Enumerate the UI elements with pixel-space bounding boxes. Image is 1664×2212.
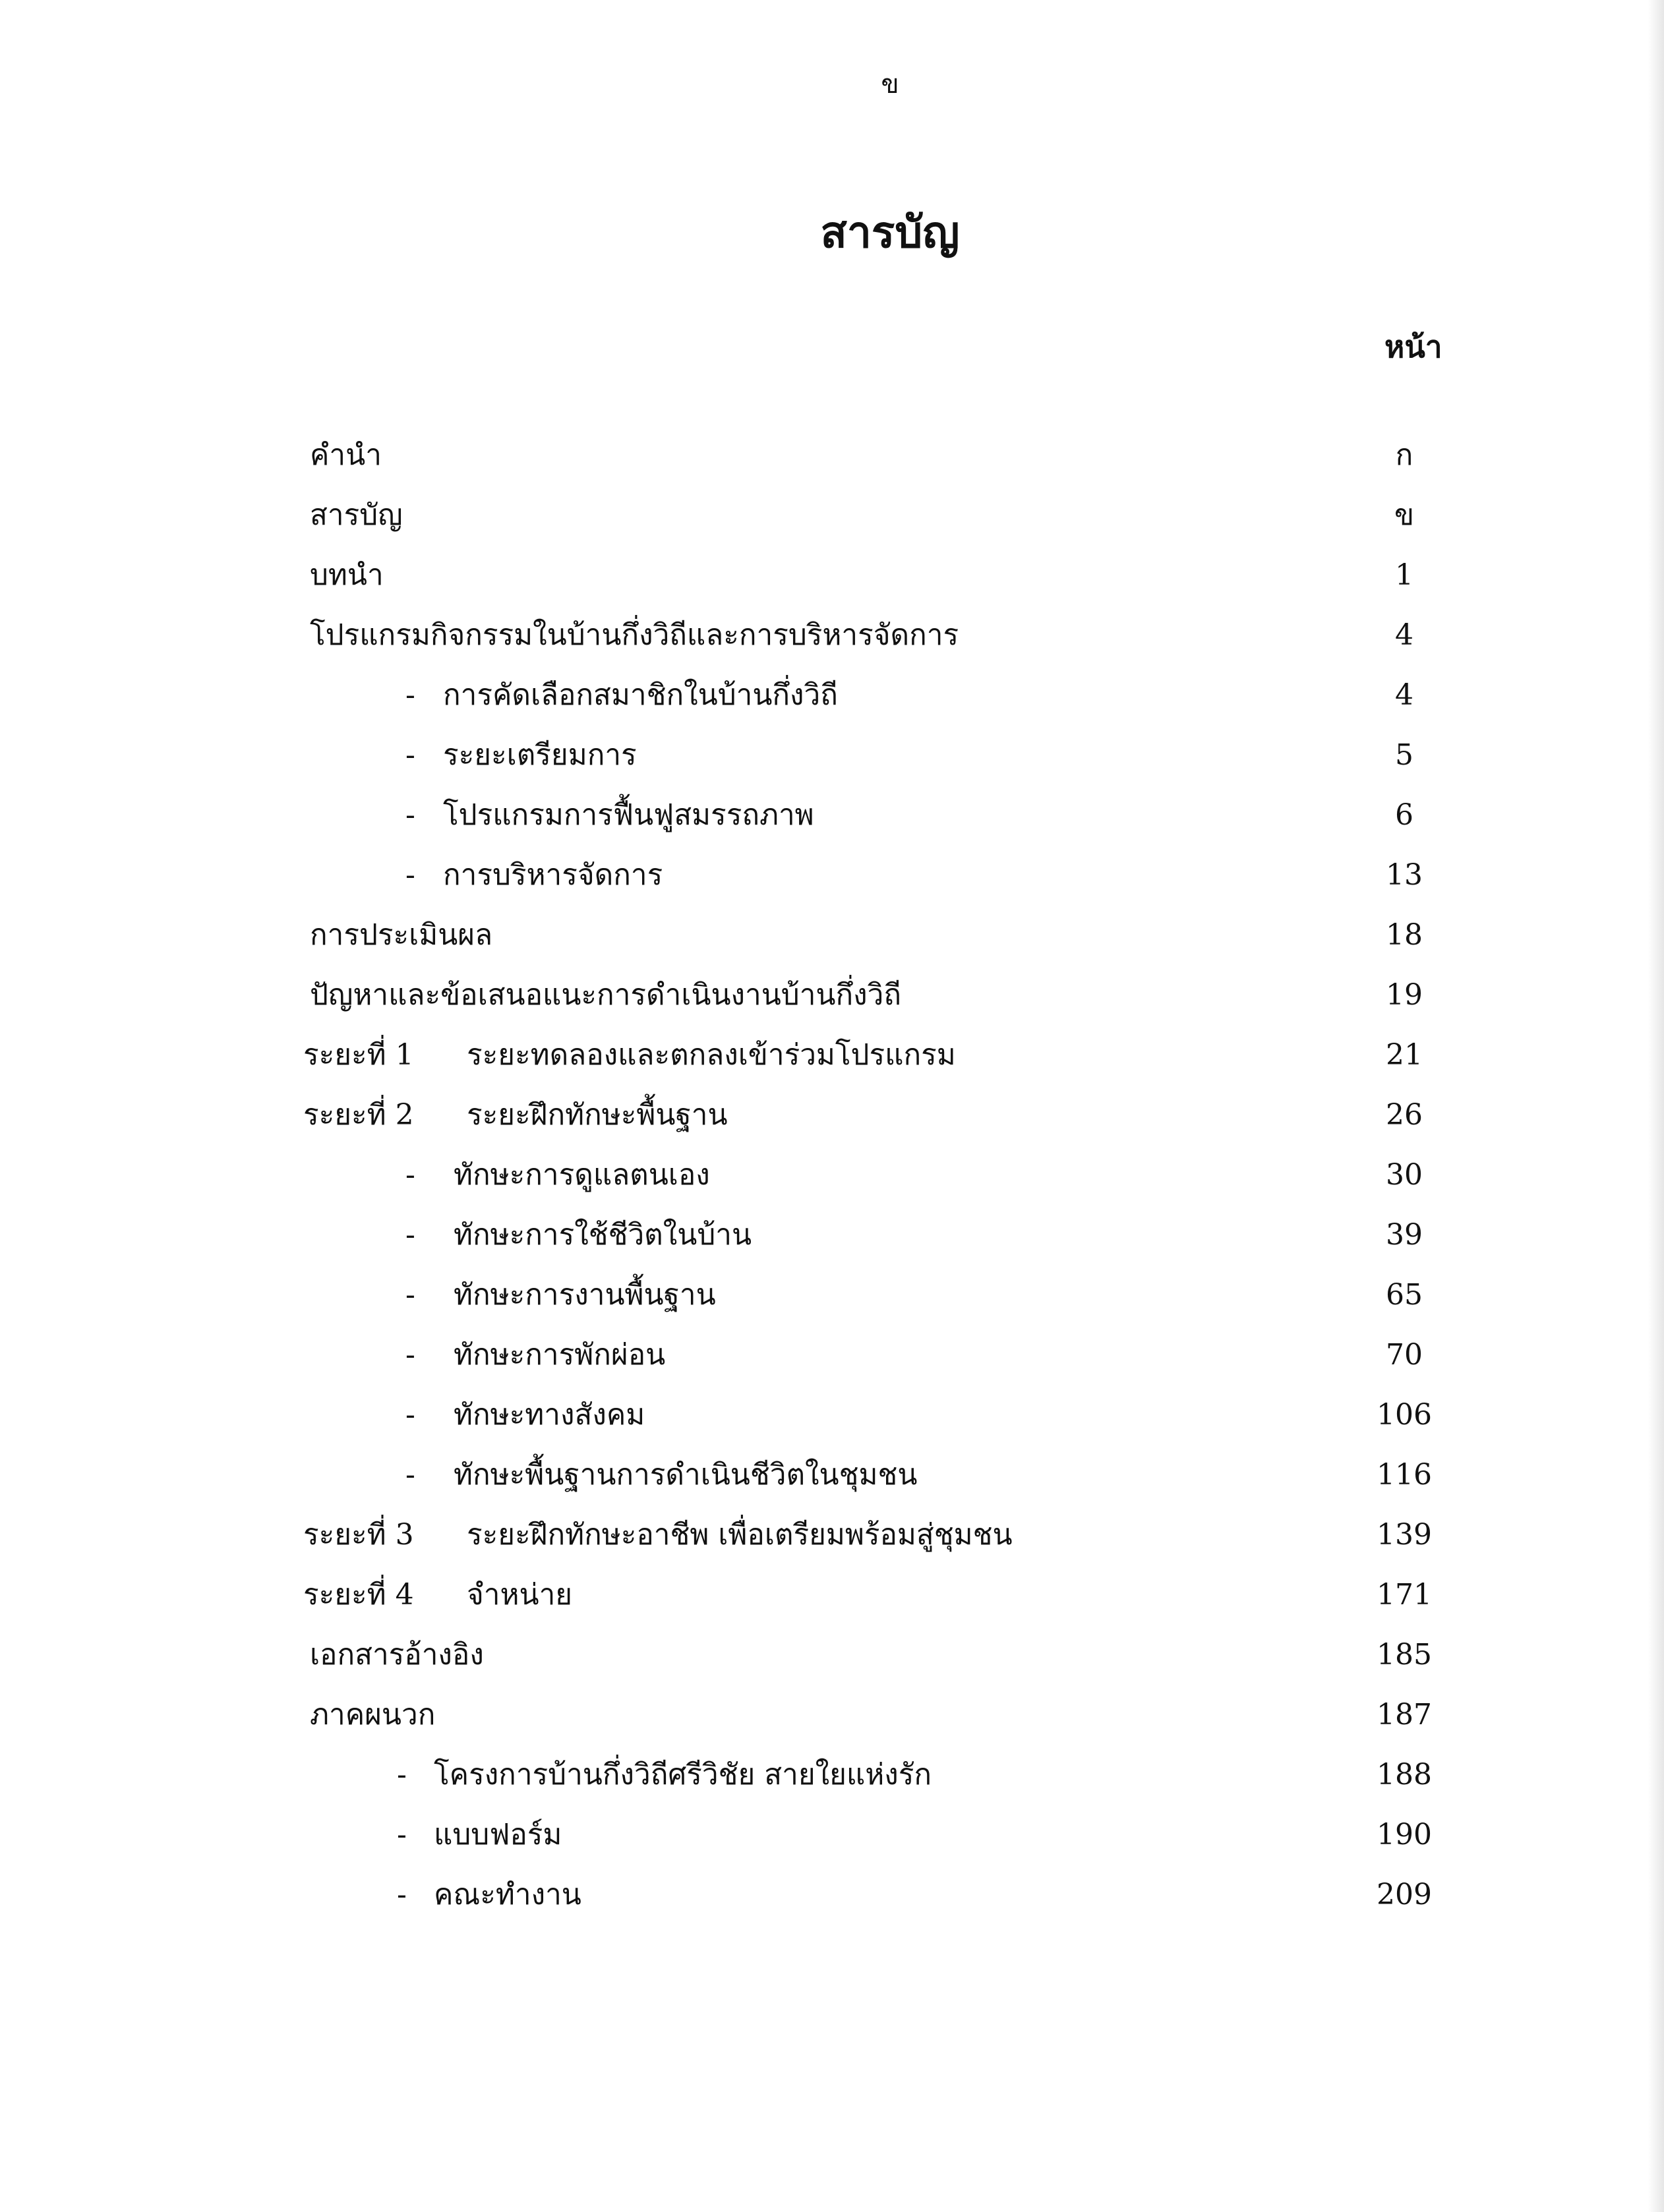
toc-entry-page: 116 <box>1377 1458 1432 1492</box>
toc-bullet-dash: - <box>405 738 415 772</box>
toc-subentry <box>0 725 1664 785</box>
toc-entry-page: 26 <box>1386 1098 1423 1132</box>
table-of-contents <box>0 425 1664 1925</box>
toc-entry-page: 13 <box>1386 858 1423 892</box>
toc-bullet-dash: - <box>405 1218 415 1252</box>
toc-entry-page: 21 <box>1386 1038 1423 1072</box>
toc-entry-page: 39 <box>1386 1218 1423 1252</box>
toc-entry-label: การคัดเลือกสมาชิกในบ้านกึ่งวิถี <box>443 678 838 712</box>
toc-entry-page: 190 <box>1377 1818 1432 1851</box>
toc-bullet-dash: - <box>405 1278 415 1312</box>
toc-entry-label: บทนำ <box>310 558 384 592</box>
toc-phase-label: ระยะที่ 2 <box>303 1098 414 1132</box>
toc-bullet-dash: - <box>405 1398 415 1432</box>
toc-entry-page: 70 <box>1386 1338 1423 1372</box>
toc-entry-label: ระยะฝึกทักษะพื้นฐาน <box>467 1098 728 1132</box>
toc-bullet-dash: - <box>405 678 415 712</box>
toc-entry-label: ปัญหาและข้อเสนอแนะการดำเนินงานบ้านกึ่งวิถี <box>310 978 901 1012</box>
toc-entry-label: คำนำ <box>310 438 382 472</box>
toc-entry-label: ทักษะพื้นฐานการดำเนินชีวิตในชุมชน <box>454 1458 918 1492</box>
toc-entry-page: 139 <box>1377 1518 1432 1552</box>
toc-entry-page: 6 <box>1395 798 1413 832</box>
toc-entry <box>0 1685 1664 1745</box>
toc-entry-label: ทักษะการใช้ชีวิตในบ้าน <box>454 1218 752 1252</box>
toc-entry-label: สารบัญ <box>310 498 403 532</box>
toc-phase-label: ระยะที่ 4 <box>303 1578 414 1612</box>
toc-subentry <box>0 1445 1664 1505</box>
toc-entry-label: คณะทำงาน <box>434 1878 581 1911</box>
page-number: ข <box>881 69 899 100</box>
page-column-header: หน้า <box>1384 329 1442 364</box>
toc-phase-entry <box>0 1085 1664 1145</box>
toc-phase-label: ระยะที่ 3 <box>303 1518 414 1552</box>
toc-entry-label: แบบฟอร์ม <box>434 1818 562 1851</box>
toc-bullet-dash: - <box>397 1878 407 1911</box>
toc-entry-label: ระยะเตรียมการ <box>443 738 637 772</box>
toc-entry-page: 209 <box>1377 1878 1432 1911</box>
toc-subentry <box>0 1145 1664 1205</box>
toc-entry-label: เอกสารอ้างอิง <box>310 1638 484 1672</box>
toc-entry <box>0 965 1664 1025</box>
toc-subentry <box>0 1325 1664 1385</box>
toc-entry <box>0 905 1664 965</box>
toc-entry-page: 1 <box>1395 558 1413 592</box>
scan-edge-shadow <box>1648 0 1664 2212</box>
toc-entry <box>0 605 1664 665</box>
toc-phase-entry <box>0 1565 1664 1625</box>
toc-entry-page: 4 <box>1395 618 1413 652</box>
toc-subentry <box>0 1805 1664 1865</box>
toc-entry-label: การประเมินผล <box>310 918 493 952</box>
toc-bullet-dash: - <box>405 798 415 832</box>
toc-phase-label: ระยะที่ 1 <box>303 1038 414 1072</box>
toc-entry-label: ระยะทดลองและตกลงเข้าร่วมโปรแกรม <box>467 1038 956 1072</box>
toc-subentry <box>0 1265 1664 1325</box>
toc-phase-entry <box>0 1505 1664 1565</box>
toc-bullet-dash: - <box>405 1458 415 1492</box>
toc-bullet-dash: - <box>405 1338 415 1372</box>
toc-bullet-dash: - <box>397 1758 407 1791</box>
toc-entry-page: 171 <box>1377 1578 1432 1612</box>
toc-subentry <box>0 1745 1664 1805</box>
toc-entry-page: 106 <box>1377 1398 1432 1432</box>
toc-entry-page: 187 <box>1377 1698 1432 1732</box>
toc-subentry <box>0 845 1664 905</box>
toc-entry-label: โครงการบ้านกึ่งวิถีศรีวิชัย สายใยแห่งรัก <box>434 1758 932 1791</box>
toc-phase-entry <box>0 1025 1664 1085</box>
toc-entry-label: ทักษะทางสังคม <box>454 1398 645 1432</box>
toc-bullet-dash: - <box>397 1818 407 1851</box>
toc-bullet-dash: - <box>405 858 415 892</box>
toc-entry-label: การบริหารจัดการ <box>443 858 663 892</box>
toc-subentry <box>0 665 1664 725</box>
toc-entry-label: ทักษะการงานพื้นฐาน <box>454 1278 716 1312</box>
toc-entry-page: 4 <box>1395 678 1413 712</box>
toc-subentry <box>0 1865 1664 1925</box>
toc-entry-page: 185 <box>1377 1638 1432 1672</box>
toc-entry-page: ก <box>1395 438 1413 472</box>
page-title: สารบัญ <box>820 206 960 258</box>
toc-entry-label: ภาคผนวก <box>310 1698 436 1732</box>
toc-entry-label: ทักษะการดูแลตนเอง <box>454 1158 710 1192</box>
toc-subentry <box>0 1205 1664 1265</box>
toc-entry-label: ทักษะการพักผ่อน <box>454 1338 666 1372</box>
toc-bullet-dash: - <box>405 1158 415 1192</box>
toc-entry <box>0 545 1664 605</box>
toc-subentry <box>0 1385 1664 1445</box>
toc-entry-page: 188 <box>1377 1758 1432 1791</box>
toc-entry <box>0 485 1664 545</box>
toc-entry-page: 18 <box>1386 918 1423 952</box>
toc-subentry <box>0 785 1664 845</box>
toc-entry-page: ข <box>1394 498 1415 532</box>
toc-entry-page: 65 <box>1386 1278 1423 1312</box>
toc-entry-label: จำหน่าย <box>467 1578 573 1612</box>
toc-entry-page: 5 <box>1395 738 1413 772</box>
toc-entry-label: โปรแกรมการฟื้นฟูสมรรถภาพ <box>443 798 814 832</box>
toc-entry-page: 30 <box>1386 1158 1423 1192</box>
toc-entry <box>0 425 1664 485</box>
toc-entry-page: 19 <box>1386 978 1423 1012</box>
toc-entry <box>0 1625 1664 1685</box>
toc-entry-label: ระยะฝึกทักษะอาชีพ เพื่อเตรียมพร้อมสู่ชุมชน <box>467 1518 1013 1552</box>
toc-entry-label: โปรแกรมกิจกรรมในบ้านกึ่งวิถีและการบริหารจัดการ <box>310 618 959 652</box>
